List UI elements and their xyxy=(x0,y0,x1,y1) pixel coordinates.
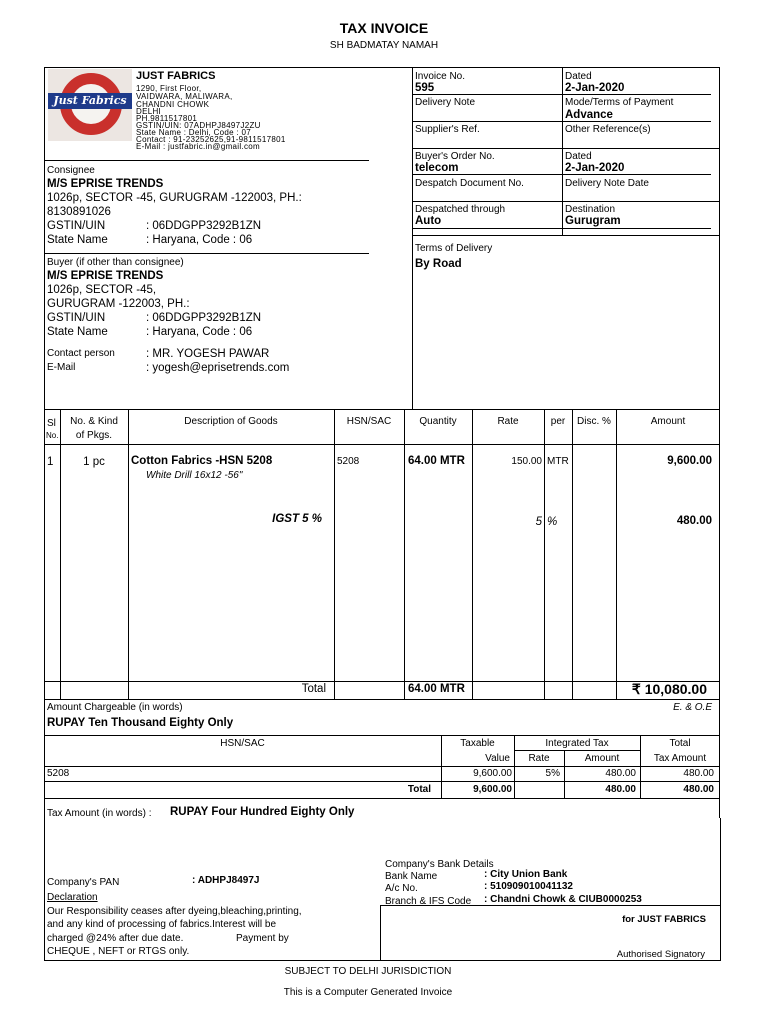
pan-value: : ADHPJ8497J xyxy=(192,875,260,886)
seller-line: PH.9811517801 xyxy=(136,114,198,123)
col-amount: Amount xyxy=(650,416,686,427)
declaration-text: charged @24% after due date. xyxy=(47,933,184,944)
item-description: Cotton Fabrics -HSN 5208 xyxy=(131,455,273,467)
invoice-date: 2-Jan-2020 xyxy=(565,82,625,94)
order-date: 2-Jan-2020 xyxy=(565,162,625,174)
despatched-through-label: Despatched through xyxy=(415,204,506,215)
account-no-label: A/c No. xyxy=(385,883,418,894)
seller-name: JUST FABRICS xyxy=(136,70,216,82)
igst-per: % xyxy=(547,516,558,528)
branch-label: Branch & IFS Code xyxy=(385,896,472,907)
bank-name-label: Bank Name xyxy=(385,871,438,882)
destination: Gurugram xyxy=(565,215,621,227)
buyer-email: : yogesh@eprisetrends.com xyxy=(146,362,290,374)
other-ref-label: Other Reference(s) xyxy=(565,124,651,135)
consignee-gstin: : 06DDGPP3292B1ZN xyxy=(146,220,262,232)
pan-label: Company's PAN xyxy=(47,877,120,888)
seller-line: DELHI xyxy=(136,107,162,116)
buyer-order-label: Buyer's Order No. xyxy=(415,151,495,162)
buyer-order: telecom xyxy=(415,162,459,174)
declaration-text: Our Responsibility ceases after dyeing,bleaching,printing, xyxy=(47,906,302,917)
despatch-doc-label: Despatch Document No. xyxy=(415,178,524,189)
declaration-label: Declaration xyxy=(47,892,98,903)
tax-row-rate: 5% xyxy=(545,768,560,779)
branch-ifsc: : Chandni Chowk & CIUB0000253 xyxy=(484,894,642,905)
igst-amount: 480.00 xyxy=(676,515,712,527)
contact-person: : MR. YOGESH PAWAR xyxy=(146,348,270,360)
tax-words-label: Tax Amount (in words) : xyxy=(47,808,152,819)
buyer-address: 1026p, SECTOR -45, xyxy=(47,284,157,296)
invoice-no-label: Invoice No. xyxy=(415,71,466,82)
seller-line: State Name : Delhi, Code : 07 xyxy=(136,128,251,137)
authorised-signatory: Authorised Signatory xyxy=(616,949,705,960)
buyer-label: Buyer (if other than consignee) xyxy=(47,257,184,268)
seller-line: CHANDNI CHOWK xyxy=(136,100,210,109)
col-sl-no: No. xyxy=(46,431,59,440)
item-kind: 1 pc xyxy=(83,456,105,468)
destination-label: Destination xyxy=(565,204,616,215)
buyer-email-label: E-Mail xyxy=(47,362,76,373)
item-description-detail: White Drill 16x12 -56" xyxy=(146,470,243,481)
col-rate: Rate xyxy=(497,416,519,427)
col-kind-2: of Pkgs. xyxy=(75,430,113,441)
bank-name: : City Union Bank xyxy=(484,869,568,880)
buyer-name: M/S EPRISE TRENDS xyxy=(47,270,164,282)
supplier-ref-label: Supplier's Ref. xyxy=(415,124,480,135)
item-quantity: 64.00 MTR xyxy=(408,455,465,467)
tax-col-integrated: Integrated Tax xyxy=(545,738,609,749)
tax-total-amount: 480.00 xyxy=(605,784,636,795)
tax-row-hsn: 5208 xyxy=(47,768,70,779)
col-sl: Sl xyxy=(47,418,56,429)
item-sl: 1 xyxy=(47,456,54,468)
eoe-note: E. & O.E xyxy=(673,702,712,713)
grand-total: ₹ 10,080.00 xyxy=(631,681,707,697)
tax-total-label: Total xyxy=(407,784,431,795)
igst-rate: 5 xyxy=(535,516,542,528)
delivery-note-date-label: Delivery Note Date xyxy=(565,178,649,189)
tax-col-rate: Rate xyxy=(528,753,550,764)
terms-of-delivery-label: Terms of Delivery xyxy=(415,243,493,254)
seller-line: VAIDWARA, MALIWARA, xyxy=(136,92,233,101)
seller-line: GSTIN/UIN: 07ADHPJ8497J2ZU xyxy=(136,121,261,130)
consignee-address: 1026p, SECTOR -45, GURUGRAM -122003, PH.: xyxy=(47,192,302,204)
items-total-label: Total xyxy=(301,683,326,695)
buyer-gstin-label: GSTIN/UIN xyxy=(47,312,106,324)
despatched-through: Auto xyxy=(415,215,442,227)
tax-words: RUPAY Four Hundred Eighty Only xyxy=(170,806,355,818)
company-logo xyxy=(48,69,132,141)
payment-terms: Advance xyxy=(565,109,613,121)
logo-text: Just Fabrics xyxy=(53,94,127,107)
tax-col-taxable-2: Value xyxy=(485,753,510,764)
tax-col-hsn: HSN/SAC xyxy=(220,738,265,749)
buyer-state-label: State Name xyxy=(47,326,108,338)
tax-col-amount: Amount xyxy=(584,753,620,764)
tax-row-amount: 480.00 xyxy=(605,768,636,779)
item-hsn: 5208 xyxy=(337,456,360,467)
invoice-no: 595 xyxy=(415,82,435,94)
terms-of-delivery: By Road xyxy=(415,258,462,270)
order-dated-label: Dated xyxy=(565,151,592,162)
col-description: Description of Goods xyxy=(184,416,278,427)
tax-row-total: 480.00 xyxy=(683,768,714,779)
items-total-quantity: 64.00 MTR xyxy=(408,683,465,695)
col-hsn: HSN/SAC xyxy=(346,416,392,427)
tax-col-total-2: Tax Amount xyxy=(653,753,707,764)
delivery-note-label: Delivery Note xyxy=(415,97,476,108)
col-per: per xyxy=(550,416,566,427)
item-per: MTR xyxy=(547,456,569,467)
dated-label: Dated xyxy=(565,71,592,82)
invoice-subtitle: SH BADMATAY NAMAH xyxy=(329,40,439,51)
item-rate: 150.00 xyxy=(511,456,542,467)
jurisdiction-note: SUBJECT TO DELHI JURISDICTION xyxy=(284,966,452,977)
buyer-state: : Haryana, Code : 06 xyxy=(146,326,253,338)
tax-total-total: 480.00 xyxy=(683,784,714,795)
col-quantity: Quantity xyxy=(419,416,457,427)
consignee-address: 8130891026 xyxy=(47,206,111,218)
declaration-text: CHEQUE , NEFT or RTGS only. xyxy=(47,946,190,957)
bank-details-title: Company's Bank Details xyxy=(385,859,494,870)
declaration-text: and any kind of processing of fabrics.Interest will be xyxy=(47,919,277,930)
computer-generated-note: This is a Computer Generated Invoice xyxy=(283,987,453,998)
declaration-text: Payment by xyxy=(236,933,289,944)
tax-total-taxable: 9,600.00 xyxy=(473,784,512,795)
tax-col-total: Total xyxy=(669,738,691,749)
igst-label: IGST 5 % xyxy=(272,513,322,525)
amount-words: RUPAY Ten Thousand Eighty Only xyxy=(47,717,234,729)
consignee-state-label: State Name xyxy=(47,234,108,246)
account-no: : 510909010041132 xyxy=(484,881,573,892)
seller-line: E-Mail : justfabric.in@gmail.com xyxy=(136,142,260,151)
buyer-address: GURUGRAM -122003, PH.: xyxy=(47,298,190,310)
invoice-title: TAX INVOICE xyxy=(339,20,429,36)
tax-row-taxable: 9,600.00 xyxy=(473,768,512,779)
amount-words-label: Amount Chargeable (in words) xyxy=(47,702,183,713)
buyer-gstin: : 06DDGPP3292B1ZN xyxy=(146,312,262,324)
consignee-name: M/S EPRISE TRENDS xyxy=(47,178,164,190)
contact-person-label: Contact person xyxy=(47,348,115,359)
col-kind: No. & Kind xyxy=(70,416,118,427)
consignee-state: : Haryana, Code : 06 xyxy=(146,234,253,246)
item-amount: 9,600.00 xyxy=(667,455,712,467)
seller-line: 1290, First Floor, xyxy=(136,84,202,93)
consignee-label: Consignee xyxy=(47,165,95,176)
payment-terms-label: Mode/Terms of Payment xyxy=(565,97,674,108)
for-company: for JUST FABRICS xyxy=(622,914,706,925)
seller-line: Contact : 91-23252625,91-9811517801 xyxy=(136,135,286,144)
consignee-gstin-label: GSTIN/UIN xyxy=(47,220,106,232)
tax-col-taxable: Taxable xyxy=(460,738,495,749)
col-disc: Disc. % xyxy=(577,416,611,427)
